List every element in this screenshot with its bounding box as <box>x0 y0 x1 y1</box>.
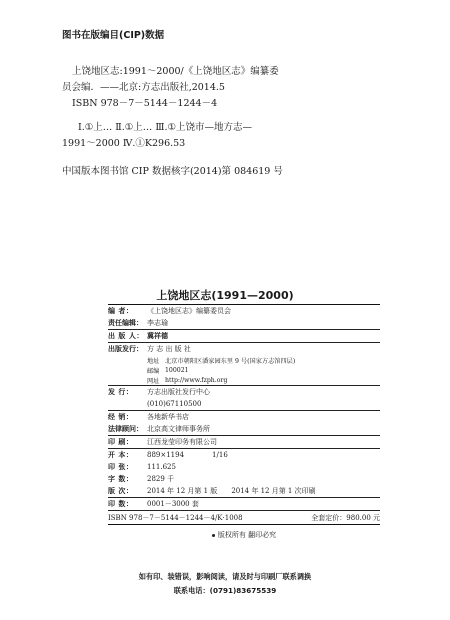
imprint-sublabel: 邮编 <box>147 367 160 375</box>
imprint-row-responsible-editor <box>108 317 380 329</box>
imprint-row-sheets <box>108 461 380 473</box>
imprint-label: 印 张： <box>108 463 134 471</box>
cip-entry-line: 上饶地区志:1991～2000/《上饶地区志》编纂委 <box>72 66 279 77</box>
imprint-label: 开 本： <box>108 451 134 459</box>
imprint-label: 印 数： <box>108 500 134 508</box>
imprint-label: 印 刷： <box>108 438 134 446</box>
notice-line: 如有印、装错误，影响阅读，请及时与印刷厂联系调换 <box>138 572 312 581</box>
imprint-value: 冀祥德 <box>147 332 168 340</box>
imprint-value: (010)67110500 <box>147 400 202 408</box>
imprint-sublabel: 网址 <box>147 377 160 385</box>
imprint-label: 发 行： <box>108 388 134 396</box>
rights-notice <box>108 530 380 540</box>
imprint-isbn: ISBN 978－7－5144－1244－4/K·1008 <box>108 513 243 522</box>
imprint-price: 全套定价：980.00 元 <box>311 513 380 522</box>
imprint-row-phone <box>108 398 380 410</box>
imprint-row-publisher-person <box>108 330 380 342</box>
imprint-label: 版 次： <box>108 487 134 495</box>
imprint-row-address <box>108 355 380 365</box>
imprint-label: 出版发行： <box>108 345 143 353</box>
imprint-table <box>108 304 380 540</box>
imprint-row-seller <box>108 411 380 423</box>
imprint-label: 法律顾问： <box>108 425 143 433</box>
imprint-row-website <box>108 375 380 385</box>
cip-block <box>62 28 402 180</box>
imprint-row-words <box>108 473 380 485</box>
contact-phone: 联系电话：(0791)83675539 <box>173 586 277 595</box>
imprint-label: 经 销： <box>108 413 134 421</box>
imprint-label: 责任编辑： <box>108 319 143 327</box>
imprint-value: 方志出版社发行中心 <box>147 388 210 396</box>
imprint-row-legal <box>108 423 380 435</box>
rights-text: 版权所有 翻印必究 <box>217 531 277 539</box>
cip-entry <box>62 64 402 180</box>
imprint-value: 111.625 <box>147 463 176 471</box>
imprint-row-postcode <box>108 365 380 375</box>
imprint-row-editor <box>108 305 380 317</box>
imprint-value: 江西龙莹印务有限公司 <box>147 438 217 446</box>
imprint-subvalue: http://www.fzph.org <box>165 376 228 384</box>
cip-title: 图书在版编目(CIP)数据 <box>62 30 165 41</box>
imprint-value: 0001－3000 套 <box>147 500 199 508</box>
imprint-value: 北京高文律师事务所 <box>147 425 210 433</box>
imprint-subvalue: 北京市朝阳区潘家园东里 9 号(国家方志馆四层) <box>165 357 296 365</box>
imprint-row-isbn <box>108 511 380 524</box>
imprint-label: 出 版 人： <box>108 332 144 340</box>
imprint-sublabel: 地址 <box>147 357 160 365</box>
imprint-value: 李志瑜 <box>147 319 168 327</box>
imprint-row-print-run <box>108 498 380 510</box>
book-title: 上饶地区志(1991—2000) <box>156 289 294 302</box>
imprint-row-printer <box>108 436 380 448</box>
imprint-value: 方 志 出 版 社 <box>147 345 191 353</box>
rule <box>108 524 380 525</box>
imprint-row-edition <box>108 485 380 497</box>
replacement-notice <box>0 570 450 598</box>
cip-subject-line: Ⅰ.①上… Ⅱ.①上… Ⅲ.①上饶市—地方志— <box>78 122 253 133</box>
imprint-row-distribution <box>108 386 380 398</box>
imprint-value-extra: 2014 年 12 月第 1 次印刷 <box>231 487 316 495</box>
imprint-value: 各地新华书店 <box>147 413 189 421</box>
imprint-row-publisher <box>108 343 380 355</box>
imprint-row-format <box>108 449 380 461</box>
cip-isbn-line: ISBN 978－7－5144－1244－4 <box>72 98 218 109</box>
cip-subject-line: 1991～2000 Ⅳ.①K296.53 <box>62 138 186 149</box>
bullet-icon <box>212 534 215 537</box>
cip-entry-line: 员会编．——北京:方志出版社,2014.5 <box>62 82 225 93</box>
imprint-value-extra: 1/16 <box>212 451 228 459</box>
imprint-value: 2014 年 12 月第 1 版 <box>147 487 218 495</box>
cip-data-number: 中国版本图书馆 CIP 数据核字(2014)第 084619 号 <box>62 166 283 177</box>
imprint-subvalue: 100021 <box>165 366 189 374</box>
imprint-value: 2829 千 <box>147 475 175 483</box>
imprint-label: 编 者： <box>108 307 134 315</box>
imprint-label: 字 数： <box>108 475 134 483</box>
imprint-value: 889×1194 <box>147 451 185 459</box>
imprint-value: 《上饶地区志》编纂委员会 <box>147 307 231 315</box>
